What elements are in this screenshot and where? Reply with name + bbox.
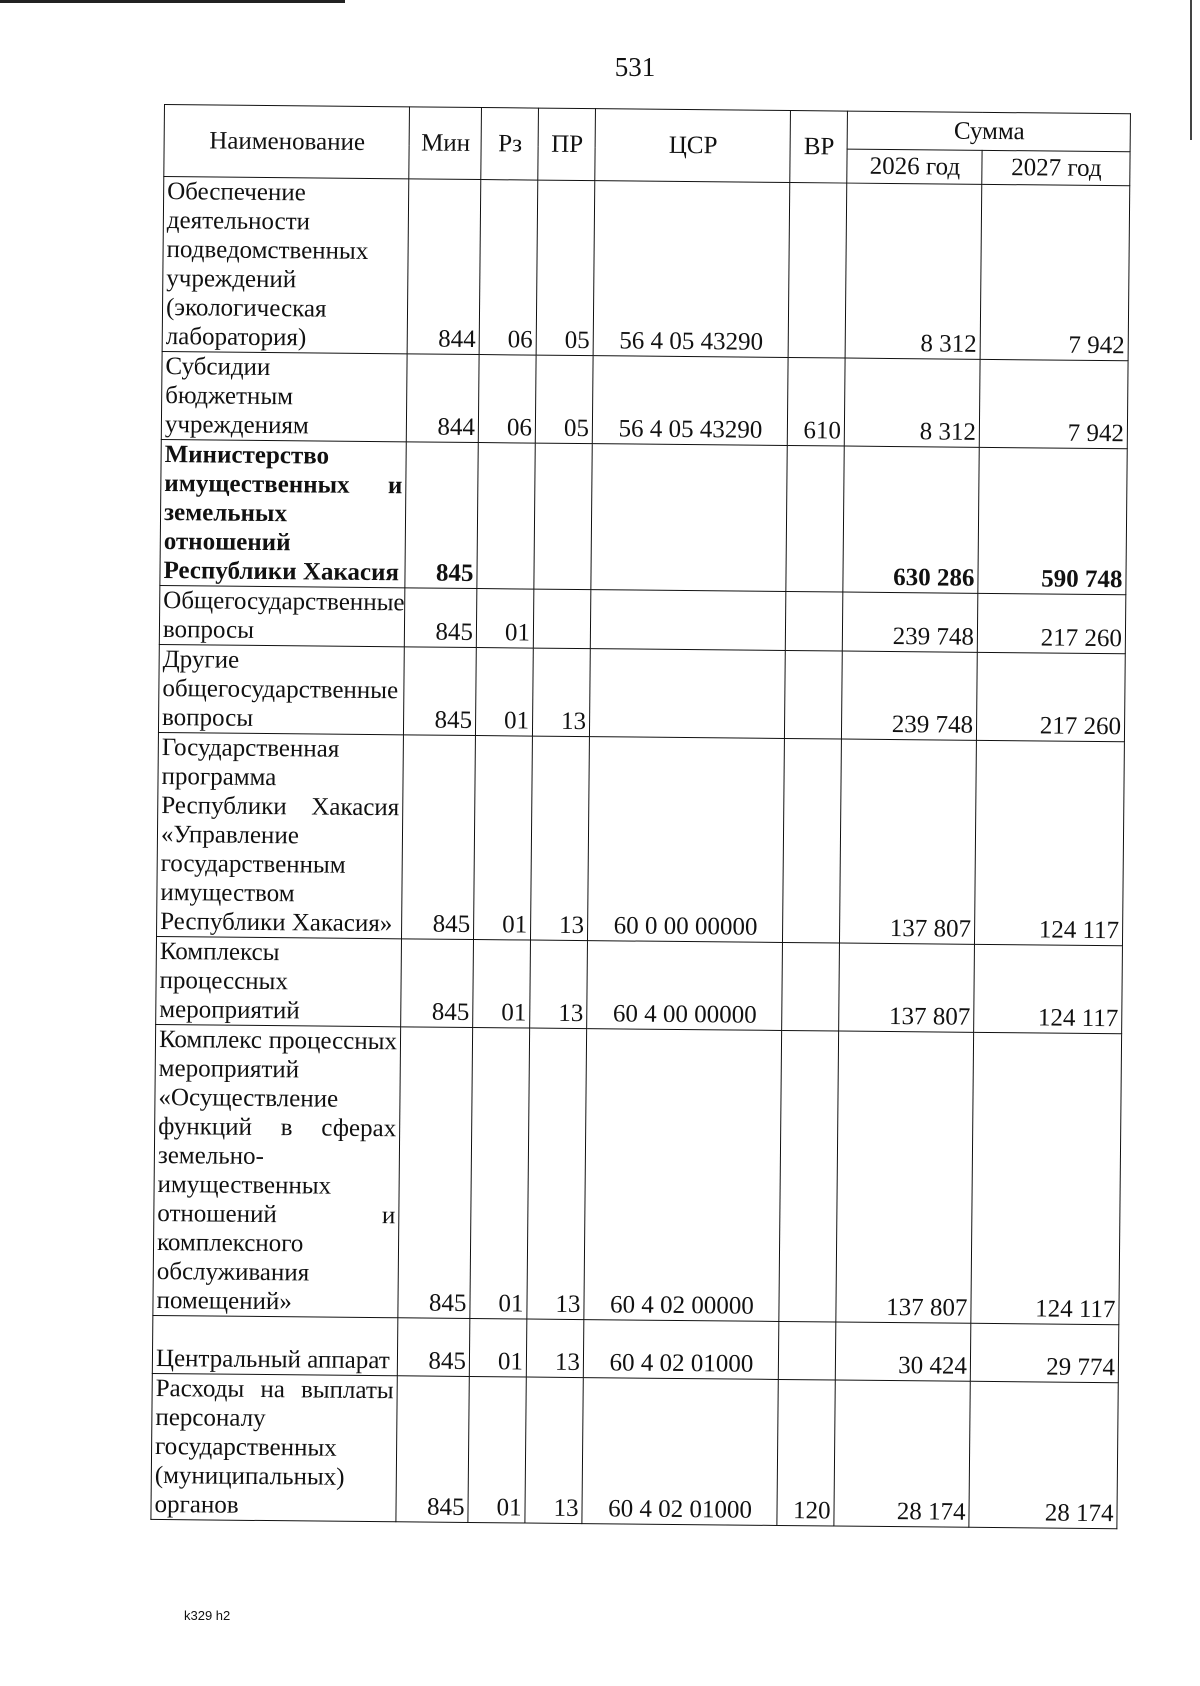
- row-pr: 13: [530, 940, 588, 1029]
- table-body: [151, 177, 1130, 1529]
- row-csr: 56 4 05 43290: [592, 356, 788, 446]
- row-min: 845: [403, 647, 476, 736]
- row-sum-2026: 30 424: [835, 1322, 971, 1381]
- row-csr: 60 4 02 01000: [583, 1320, 779, 1380]
- right-margin-rule: [1190, 0, 1192, 140]
- row-rz: 01: [469, 1318, 527, 1377]
- row-min: 845: [398, 1027, 473, 1319]
- row-name: Субсидии бюджетным учреждениям: [161, 351, 407, 441]
- row-min: 845: [401, 735, 475, 940]
- table-row: [151, 1373, 1118, 1528]
- row-min: 845: [401, 939, 474, 1028]
- top-rule: [0, 0, 345, 3]
- row-pr: [534, 443, 592, 590]
- row-sum-2027: 7 942: [980, 184, 1130, 360]
- row-min: 844: [407, 179, 481, 355]
- header-year-2026: 2026 год: [847, 149, 982, 184]
- row-sum-2027: 124 117: [971, 1032, 1122, 1324]
- row-rz: 01: [476, 589, 534, 649]
- row-sum-2026: 137 807: [839, 739, 976, 944]
- table-row: [157, 732, 1125, 945]
- table-row: [160, 439, 1127, 594]
- row-name: Центральный аппарат: [152, 1315, 398, 1375]
- table-row: [159, 585, 1126, 653]
- row-rz: 06: [478, 355, 536, 444]
- row-csr: [591, 444, 787, 592]
- row-vr: [788, 183, 847, 359]
- budget-table: [150, 104, 1131, 1529]
- row-name: Министерство имущественных и земельных отношений Республики Хакасия: [160, 439, 406, 587]
- header-vr: ВР: [790, 111, 848, 184]
- table-row: [153, 1024, 1122, 1324]
- row-csr: 56 4 05 43290: [593, 181, 790, 358]
- row-vr: [784, 650, 842, 739]
- row-rz: 01: [473, 940, 531, 1029]
- row-pr: [533, 589, 591, 649]
- row-min: 845: [404, 588, 477, 648]
- row-pr: 13: [532, 648, 590, 737]
- row-name: Другие общегосударственные вопросы: [158, 644, 404, 734]
- row-pr: 13: [530, 736, 589, 941]
- row-csr: [589, 649, 785, 739]
- table-row: [156, 936, 1123, 1033]
- row-min: 845: [397, 1318, 470, 1377]
- row-csr: 60 4 00 00000: [587, 941, 783, 1031]
- row-name: Общегосударственные вопросы: [159, 585, 405, 646]
- row-rz: 01: [468, 1376, 526, 1523]
- row-vr: [785, 591, 843, 651]
- row-sum-2026: 8 312: [844, 358, 980, 447]
- row-sum-2026: 239 748: [841, 651, 977, 740]
- row-sum-2027: 217 260: [976, 652, 1125, 741]
- header-name: Наименование: [164, 105, 410, 179]
- row-vr: [786, 445, 844, 592]
- row-sum-2027: 29 774: [970, 1323, 1119, 1382]
- row-pr: 13: [526, 1319, 584, 1378]
- row-rz: [477, 443, 535, 590]
- page-number: 531: [614, 52, 656, 82]
- header-rz: Рз: [481, 108, 539, 181]
- row-sum-2026: 137 807: [836, 1031, 974, 1323]
- row-min: 844: [406, 354, 479, 443]
- header-pr: ПР: [538, 108, 596, 181]
- row-csr: 60 4 02 00000: [584, 1029, 782, 1322]
- row-sum-2026: 137 807: [839, 943, 975, 1032]
- row-pr: 05: [535, 355, 593, 444]
- row-vr: [778, 1321, 836, 1380]
- row-sum-2027: 7 942: [979, 359, 1128, 448]
- row-sum-2026: 239 748: [842, 592, 978, 652]
- header-csr: ЦСР: [595, 109, 791, 183]
- row-sum-2027: 217 260: [977, 593, 1126, 653]
- row-sum-2026: 8 312: [845, 183, 982, 359]
- table-row: [158, 644, 1125, 741]
- table-row: [161, 351, 1128, 448]
- row-csr: 60 0 00 00000: [587, 737, 784, 943]
- table-header: [164, 105, 1131, 186]
- row-rz: 01: [473, 736, 532, 941]
- row-sum-2027: 124 117: [974, 740, 1124, 945]
- row-csr: [590, 590, 786, 651]
- row-pr: 13: [525, 1377, 583, 1524]
- footer-code: k329 h2: [184, 1608, 231, 1623]
- row-vr: [782, 942, 840, 1031]
- row-min: 845: [396, 1376, 469, 1523]
- row-name: Комплекс процессных мероприятий «Осуществление функций в сферах земельно-имущественных отношений и комплексного обслуживания помещений»: [153, 1024, 401, 1317]
- row-sum-2026: 630 286: [843, 446, 979, 593]
- row-name: Обеспечение деятельности подведомственных учреждений (экологическая лаборатория): [162, 177, 409, 354]
- row-vr: [782, 738, 841, 943]
- row-name: Расходы на выплаты персоналу государственных (муниципальных) органов: [151, 1373, 397, 1521]
- row-sum-2027: 590 748: [978, 447, 1127, 594]
- row-rz: 01: [475, 648, 533, 737]
- header-year-2027: 2027 год: [982, 150, 1130, 185]
- table-row: [152, 1315, 1119, 1382]
- row-pr: 05: [536, 180, 595, 356]
- table-row: [162, 177, 1130, 361]
- row-rz: 06: [479, 180, 538, 356]
- row-min: 845: [405, 442, 478, 589]
- row-name: Государственная программа Республики Хакасия «Управление государственным имуществом Республики Хакасия»: [157, 732, 404, 938]
- row-vr: 610: [787, 358, 845, 447]
- row-name: Комплексы процессных мероприятий: [156, 936, 402, 1026]
- row-vr: [779, 1030, 839, 1322]
- header-min: Мин: [409, 107, 482, 180]
- row-sum-2027: 28 174: [969, 1381, 1118, 1528]
- row-rz: 01: [470, 1028, 530, 1320]
- header-sum: Сумма: [847, 111, 1130, 152]
- row-csr: 60 4 02 01000: [582, 1378, 778, 1526]
- row-pr: 13: [527, 1028, 587, 1320]
- row-vr: 120: [777, 1379, 835, 1526]
- row-sum-2026: 28 174: [834, 1380, 970, 1527]
- row-sum-2027: 124 117: [974, 944, 1123, 1033]
